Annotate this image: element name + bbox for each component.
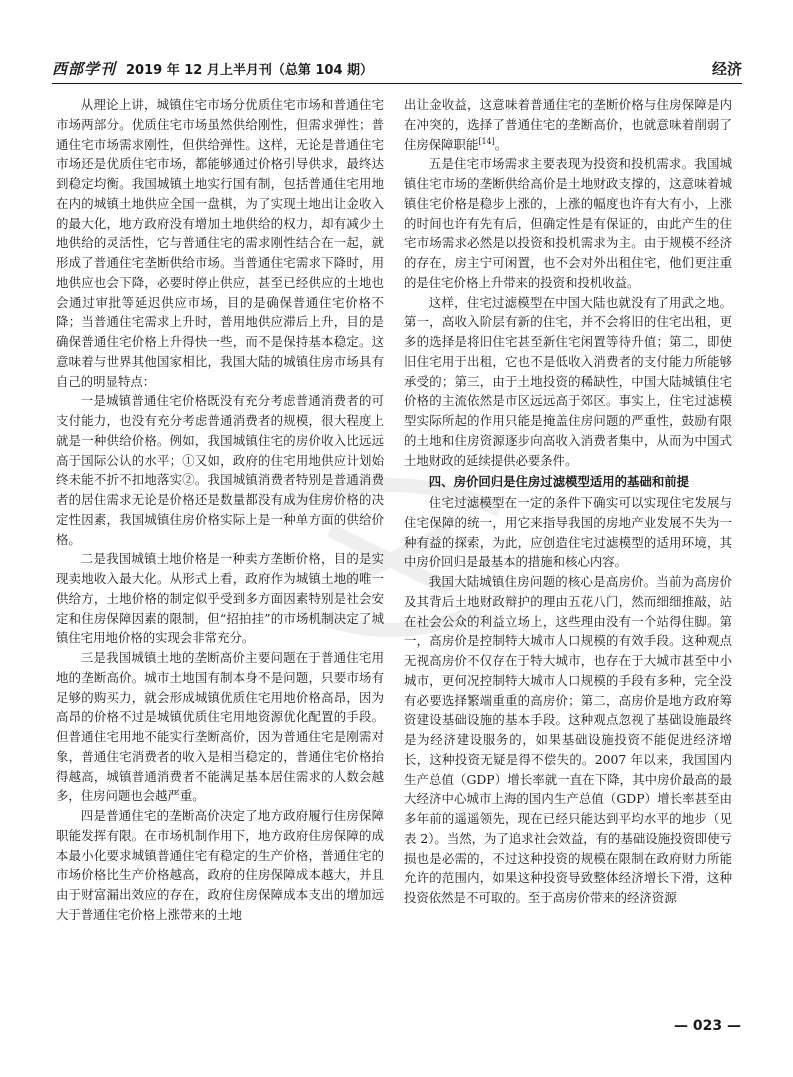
paragraph-text: 出让金收益，这意味着普通住宅的垄断价格与住房保障是内在冲突的，选择了普通住宅的垄断高价，也就意味着削弱了住房保障职能 <box>404 97 732 152</box>
paragraph-end: 。 <box>494 136 508 152</box>
paragraph: 一是城镇普通住宅价格既没有充分考虑普通消费者的可支付能力，也没有充分考虑普通消费者的规模，很大程度上就是一种供给价格。例如，我国城镇住宅的房价收入比远远高于国际公认的水平；①又如，政府的住宅用地供应计划始终未能不折不扣地落实②。我国城镇消费者特别是普通消费者的居住需求无论是价格还是数量都没有成为住房价格的决定性因素，我国城镇住房价格实际上是一种单方面的供给价格。 <box>56 393 384 547</box>
paragraph: 住宅过滤模型在一定的条件下确实可以实现住宅发展与住宅保障的统一，用它来指导我国的房地产业发展不失为一种有益的探索，为此，应创造住宅过滤模型的适用环境，其中房价回归是最基本的措施和核心内容。 <box>404 495 732 570</box>
right-column <box>404 95 732 908</box>
running-header <box>52 56 742 82</box>
citation-ref: [14] <box>478 136 495 146</box>
issue-info: 2019 年 12 月上半月刊（总第 104 期） <box>126 63 374 78</box>
paragraph-continued <box>404 95 732 154</box>
left-column <box>56 95 384 925</box>
paragraph: 从理论上讲，城镇住宅市场分优质住宅市场和普通住宅市场两部分。优质住宅市场虽然供给刚性，但需求弹性；普通住宅市场需求刚性，但供给弹性。这样，无论是普通住宅市场还是优质住宅市场，都能够通过价格引导供求，最终达到稳定均衡。我国城镇土地实行国有制，包括普通住宅用地在内的城镇土地供应全国一盘棋，为了实现土地出让金收入的最大化，地方政府没有增加土地供给的权力，却有减少土地供给的灵活性，它与普通住宅的需求刚性结合在一起，就形成了普通住宅垄断供给市场。当普通住宅需求下降时，用地供应也会下降，必要时停止供应，甚至已经供应的土地也会通过审批等延迟供应市场，目的是确保普通住宅价格不降；当普通住宅需求上升时，普用地供应滞后上升，目的是确保普通住宅价格上升得快一些，而不是保持基本稳定。这意味着与世界其他国家相比，我国大陆的城镇住房市场具有自己的明显特点： <box>56 97 384 389</box>
paragraph: 我国大陆城镇住房问题的核心是高房价。当前为高房价及其背后土地财政辩护的理由五花八门，然而细细推敲，站在社会公众的利益立场上，这些理由没有一个站得住脚。第一，高房价是控制特大城市人口规模的有效手段。这种观点无视高房价不仅存在于特大城市，也存在于大城市甚至中小城市，更何况控制特大城市人口规模的手段有多种，完全没有必要选择繁端重重的高房价；第二，高房价是地方政府筹资建设基础设施的基本手段。这种观点忽视了基础设施最终是为经济建设服务的，如果基础设施投资不能促进经济增长，这种投资无疑是得不偿失的。2007 年以来，我国国内生产总值（GDP）增长率就一直在下降，其中房价最高的最大经济中心城市上海的国内生产总值（GDP）增长率甚至由多年前的遥遥领先，现在已经只能达到平均水平的地步（见表 2）。当然，为了追求社会效益，有的基础设施投资即使亏损也是必需的，不过这种投资的规模在限制在政府财力所能允许的范围内，如果这种投资导致整体经济增长下滑，这种投资依然是不可取的。至于高房价带来的经济资源 <box>404 574 732 905</box>
section-heading: 四、房价回归是住房过滤模型适用的基础和前提 <box>428 474 689 490</box>
paragraph: 这样，住宅过滤模型在中国大陆也就没有了用武之地。第一，高收入阶层有新的住宅，并不会将旧的住宅出租，更多的选择是将旧住宅甚至新住宅闲置等待升值；第二，即使旧住宅用于出租，它也不是低收入消费者的支付能力所能够承受的；第三，由于土地投资的稀缺性，中国大陆城镇住宅价格的主流依然是市区远远高于郊区。事实上，住宅过滤模型实际所起的作用只能是掩盖住房问题的严重性，鼓励有限的土地和住房资源逐步向高收入消费者集中，从而为中国式土地财政的延续提供必要条件。 <box>404 294 732 468</box>
journal-logo: 西部学刊 <box>52 60 117 78</box>
paragraph: 二是我国城镇土地价格是一种卖方垄断价格，目的是实现卖地收入最大化。从形式上看，政府作为城镇土地的唯一供给方，土地价格的制定似乎受到多方面因素特别是社会安定和住房保障因素的限制，但“招拍挂”的市场机制决定了城镇住宅用地价格的实现会非常充分。 <box>56 551 384 646</box>
paragraph: 五是住宅市场需求主要表现为投资和投机需求。我国城镇住宅市场的垄断供给高价是土地财政支撑的，这意味着城镇住宅价格是稳步上涨的，上涨的幅度也许有大有小，上涨的时间也许有先有后，但确定性是有保证的，由此产生的住宅市场需求必然是以投资和投机需求为主。由于规模不经济的存在，房主宁可闲置，也不会对外出租住宅，他们更注重的是住宅价格上升带来的投资和投机收益。 <box>404 156 732 290</box>
paragraph: 三是我国城镇土地的垄断高价主要问题在于普通住宅用地的垄断高价。城市土地国有制本身不是问题，只要市场有足够的购买力，就会形成城镇优质住宅用地价格高昂，因为高昂的价格不过是城镇优质住宅用地资源优化配置的手段。但普通住宅用地不能实行垄断高价，因为普通住宅是刚需对象，普通住宅消费者的收入是相当稳定的，普通住宅价格抬得越高，城镇普通消费者不能满足基本居住需求的人数会越多，住房问题也会越严重。 <box>56 650 384 804</box>
paragraph: 四是普通住宅的垄断高价决定了地方政府履行住房保障职能发挥有限。在市场机制作用下，地方政府住房保障的成本最小化要求城镇普通住宅有稳定的生产价格，普通住宅的市场价格比生产价格越高，政府的住房保障成本越大，并且由于财富漏出效应的存在，政府住房保障成本支出的增加远大于普通住宅价格上涨带来的土地 <box>56 808 384 922</box>
header-divider <box>52 83 742 84</box>
section-label: 经济 <box>711 60 742 78</box>
page-number: — 023 — <box>674 1018 741 1034</box>
